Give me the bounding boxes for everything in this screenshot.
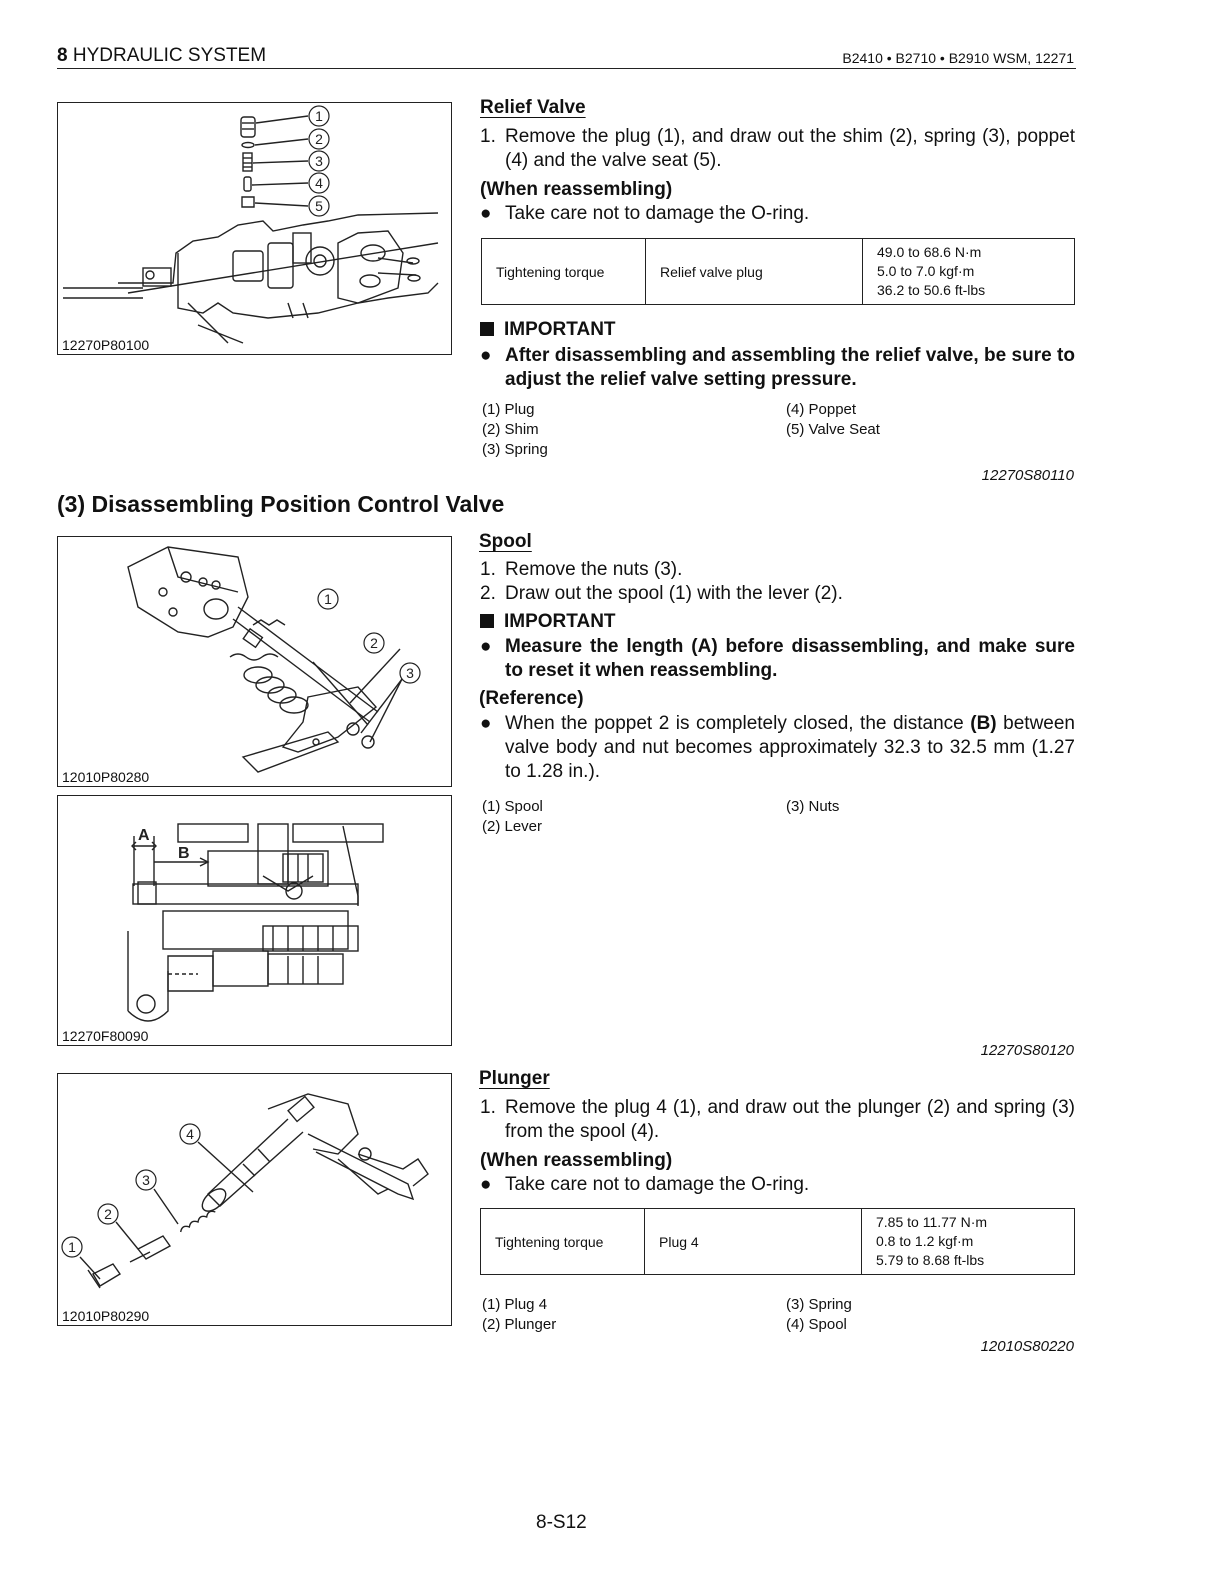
callout-2: 2 <box>370 635 378 651</box>
important-square-icon <box>480 614 494 628</box>
figure-plunger <box>57 1073 452 1326</box>
label-b: B <box>178 845 190 862</box>
callout-4: 4 <box>315 175 323 191</box>
page-header-models: B2410 • B2710 • B2910 WSM, 12271 <box>842 50 1074 66</box>
spool-lever-illustration <box>58 537 451 786</box>
figure-spool-lever <box>57 536 452 787</box>
callout-5: 5 <box>315 198 323 214</box>
important-label: IMPORTANT <box>480 319 616 341</box>
reassembling-bullet: ● Take care not to damage the O-ring. <box>480 203 810 224</box>
length-diagram-illustration <box>58 796 451 1045</box>
figure-code: 12010P80280 <box>62 769 153 785</box>
plunger-torque-table <box>480 1208 1075 1275</box>
relief-valve-step-1 <box>480 125 1075 173</box>
torque-values: 7.85 to 11.77 N·m 0.8 to 1.2 kgf·m 5.79 to 8.68 ft-lbs <box>862 1209 1075 1275</box>
step-text: Remove the plug (1), and draw out the shim (2), spring (3), poppet (4) and the valve seat (5). <box>505 126 1075 171</box>
section-heading: (3) Disassembling Position Control Valve <box>57 491 505 517</box>
callout-1: 1 <box>68 1239 76 1255</box>
plunger-heading: Plunger <box>479 1068 550 1089</box>
spool-heading: Spool <box>479 531 532 552</box>
torque-item: Plug 4 <box>645 1209 862 1275</box>
relief-valve-legend-left: (1) Plug (2) Shim (3) Spring <box>482 401 548 458</box>
figure-code: 12010P80290 <box>62 1308 153 1324</box>
callout-1: 1 <box>315 108 323 124</box>
relief-valve-heading: Relief Valve <box>480 97 586 118</box>
spool-legend-right: (3) Nuts <box>786 798 840 815</box>
reference-bullet: ● When the poppet 2 is completely closed, the distance (B) between valve body and nut becomes approximately 32.3 to 32.5 mm (1.27 to 1.28 in.). <box>480 713 1075 782</box>
plunger-legend-left: (1) Plug 4 (2) Plunger <box>482 1296 557 1333</box>
callout-3: 3 <box>315 153 323 169</box>
plunger-ref-code: 12010S80220 <box>980 1338 1074 1355</box>
reassembling-heading: (When reassembling) <box>480 179 673 200</box>
relief-valve-ref-code: 12270S80110 <box>981 467 1074 484</box>
plunger-step-1: 1. Remove the plug 4 (1), and draw out the plunger (2) and spring (3) from the spool (4). <box>480 1097 1075 1142</box>
page-number: 8-S12 <box>536 1512 587 1533</box>
spool-step-1: 1. Remove the nuts (3). <box>480 559 683 580</box>
callout-2: 2 <box>315 131 323 147</box>
torque-label: Tightening torque <box>482 239 646 305</box>
header-rule <box>57 68 1076 69</box>
plunger-legend-right: (3) Spring (4) Spool <box>786 1296 852 1333</box>
important-square-icon <box>480 322 494 336</box>
callout-1: 1 <box>324 591 332 607</box>
torque-item: Relief valve plug <box>646 239 863 305</box>
callout-2: 2 <box>104 1206 112 1222</box>
relief-valve-legend-right: (4) Poppet (5) Valve Seat <box>786 401 880 438</box>
callout-3: 3 <box>142 1172 150 1188</box>
important-label: IMPORTANT <box>480 611 616 633</box>
step-number: 1. <box>480 126 496 147</box>
relief-valve-illustration <box>58 103 451 354</box>
figure-code: 12270F80090 <box>62 1028 152 1044</box>
page-header-section <box>57 45 266 67</box>
reference-heading: (Reference) <box>479 688 584 709</box>
label-a: A <box>138 827 150 844</box>
reassembling-heading: (When reassembling) <box>480 1150 673 1171</box>
important-bullet: ● After disassembling and assembling the relief valve, be sure to adjust the relief valve setting pressure. <box>480 345 1075 390</box>
important-bullet: ● Measure the length (A) before disassembling, and make sure to reset it when reassembling. <box>480 636 1075 681</box>
relief-valve-torque-table <box>481 238 1075 305</box>
torque-values: 49.0 to 68.6 N·m 5.0 to 7.0 kgf·m 36.2 to 50.6 ft-lbs <box>863 239 1075 305</box>
figure-length-diagram <box>57 795 452 1046</box>
callout-3: 3 <box>406 665 414 681</box>
torque-label: Tightening torque <box>481 1209 645 1275</box>
spool-ref-code: 12270S80120 <box>980 1042 1074 1059</box>
reassembling-bullet: ● Take care not to damage the O-ring. <box>480 1174 810 1195</box>
figure-code: 12270P80100 <box>62 337 153 353</box>
spool-step-2: 2. Draw out the spool (1) with the lever (2). <box>480 583 843 604</box>
plunger-illustration <box>58 1074 451 1325</box>
section-number: 8 <box>57 45 68 66</box>
callout-4: 4 <box>186 1126 194 1142</box>
figure-relief-valve <box>57 102 452 355</box>
spool-legend-left: (1) Spool (2) Lever <box>482 798 543 835</box>
section-title: HYDRAULIC SYSTEM <box>72 45 267 66</box>
